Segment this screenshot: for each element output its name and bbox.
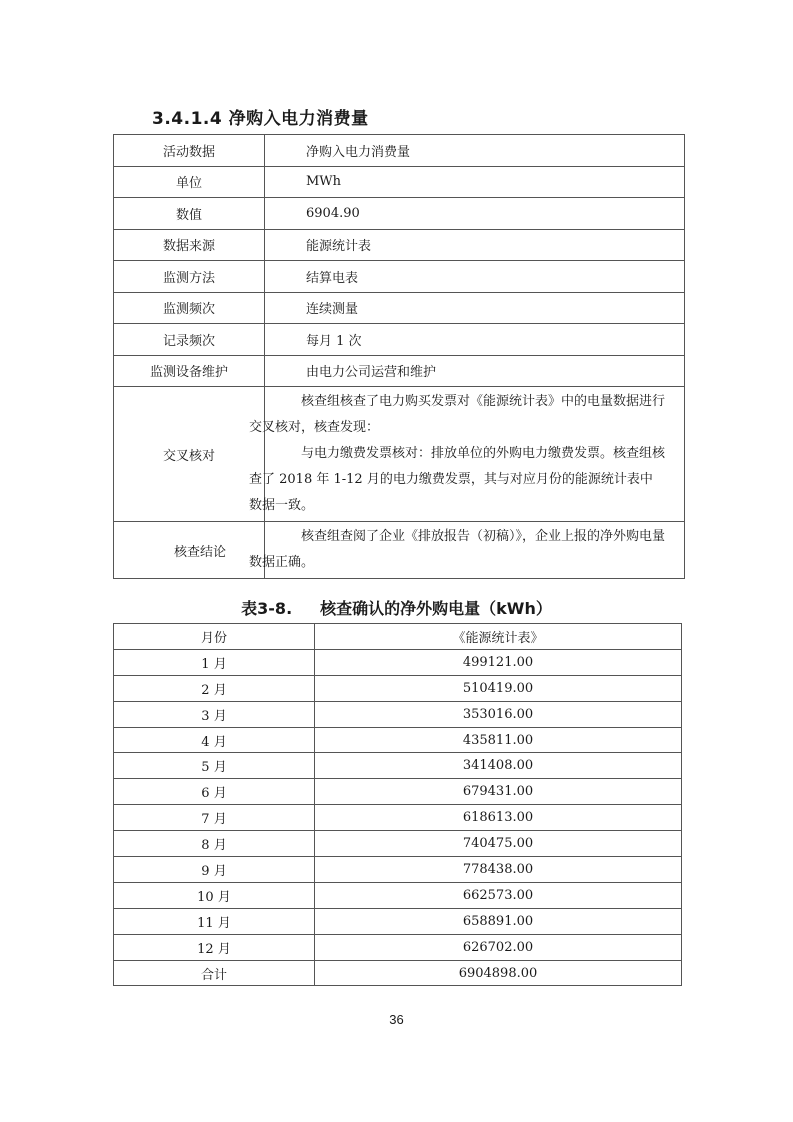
table-row xyxy=(114,701,682,727)
table-caption-title: 核查确认的净外购电量（kWh） xyxy=(320,599,552,618)
value-cell: 626702.00 xyxy=(315,934,682,960)
row-key: 记录频次 xyxy=(114,324,265,356)
table-caption xyxy=(0,596,793,619)
row-key: 数据来源 xyxy=(114,229,265,261)
page-number: 36 xyxy=(389,1012,404,1027)
header-source: 《能源统计表》 xyxy=(315,624,682,650)
table-caption-number: 表3-8. xyxy=(241,599,293,618)
table-row xyxy=(114,649,682,675)
value-cell: 353016.00 xyxy=(315,701,682,727)
table-row xyxy=(114,166,685,198)
activity-data-table xyxy=(113,134,685,579)
value-cell: 510419.00 xyxy=(315,675,682,701)
table-row xyxy=(114,934,682,960)
month-cell: 9 月 xyxy=(114,857,315,883)
table-row xyxy=(114,882,682,908)
value-cell: 658891.00 xyxy=(315,908,682,934)
conclusion-row xyxy=(114,522,685,579)
cross-check-paragraph-2: 与电力缴费发票核对：排放单位的外购电力缴费发票。核查组核 查了 2018 年 1-12 月的电力缴费发票，其与对应月份的能源统计表中 数据一致。 xyxy=(249,446,666,513)
row-key: 监测方法 xyxy=(114,261,265,293)
row-value: 6904.90 xyxy=(265,198,685,230)
row-key: 单位 xyxy=(114,166,265,198)
row-value: MWh xyxy=(265,166,685,198)
table-row xyxy=(114,229,685,261)
table-row xyxy=(114,779,682,805)
row-key: 活动数据 xyxy=(114,135,265,167)
table-row xyxy=(114,753,682,779)
conclusion-paragraph: 核查组查阅了企业《排放报告（初稿）》，企业上报的净外购电量 数据正确。 xyxy=(249,529,666,570)
value-cell: 618613.00 xyxy=(315,805,682,831)
month-cell: 2 月 xyxy=(114,675,315,701)
value-cell: 662573.00 xyxy=(315,882,682,908)
month-cell: 6 月 xyxy=(114,779,315,805)
row-value: 每月 1 次 xyxy=(265,324,685,356)
table-row xyxy=(114,261,685,293)
table-header-row xyxy=(114,624,682,650)
row-key: 监测设备维护 xyxy=(114,355,265,387)
value-cell: 341408.00 xyxy=(315,753,682,779)
table-row xyxy=(114,292,685,324)
row-key: 监测频次 xyxy=(114,292,265,324)
row-value: 由电力公司运营和维护 xyxy=(265,355,685,387)
month-cell: 1 月 xyxy=(114,649,315,675)
cross-check-key: 交叉核对 xyxy=(114,387,265,522)
value-cell: 499121.00 xyxy=(315,649,682,675)
header-month: 月份 xyxy=(114,624,315,650)
month-cell: 8 月 xyxy=(114,831,315,857)
cross-check-text xyxy=(249,387,685,522)
row-key: 数值 xyxy=(114,198,265,230)
month-cell: 5 月 xyxy=(114,753,315,779)
month-cell: 3 月 xyxy=(114,701,315,727)
total-row xyxy=(114,960,682,986)
conclusion-text xyxy=(249,522,685,579)
monthly-electricity-table xyxy=(113,623,682,986)
row-value: 能源统计表 xyxy=(265,229,685,261)
table-row xyxy=(114,135,685,167)
total-value: 6904898.00 xyxy=(315,960,682,986)
month-cell: 12 月 xyxy=(114,934,315,960)
table-row xyxy=(114,908,682,934)
month-cell: 10 月 xyxy=(114,882,315,908)
value-cell: 740475.00 xyxy=(315,831,682,857)
cross-check-paragraph-1: 核查组核查了电力购买发票对《能源统计表》中的电量数据进行 交叉核对，核查发现： xyxy=(249,394,666,435)
row-value: 结算电表 xyxy=(265,261,685,293)
value-cell: 435811.00 xyxy=(315,727,682,753)
table-row xyxy=(114,805,682,831)
cross-check-row xyxy=(114,387,685,522)
row-value: 连续测量 xyxy=(265,292,685,324)
table-row xyxy=(114,727,682,753)
value-cell: 778438.00 xyxy=(315,857,682,883)
table-row xyxy=(114,857,682,883)
month-cell: 4 月 xyxy=(114,727,315,753)
row-value: 净购入电力消费量 xyxy=(265,135,685,167)
table-row xyxy=(114,198,685,230)
total-label: 合计 xyxy=(114,960,315,986)
month-cell: 11 月 xyxy=(114,908,315,934)
month-cell: 7 月 xyxy=(114,805,315,831)
conclusion-key: 核查结论 xyxy=(114,522,265,579)
table-row xyxy=(114,675,682,701)
table-row xyxy=(114,324,685,356)
value-cell: 679431.00 xyxy=(315,779,682,805)
section-heading: 3.4.1.4 净购入电力消费量 xyxy=(152,109,369,129)
table-row xyxy=(114,831,682,857)
table-row xyxy=(114,355,685,387)
